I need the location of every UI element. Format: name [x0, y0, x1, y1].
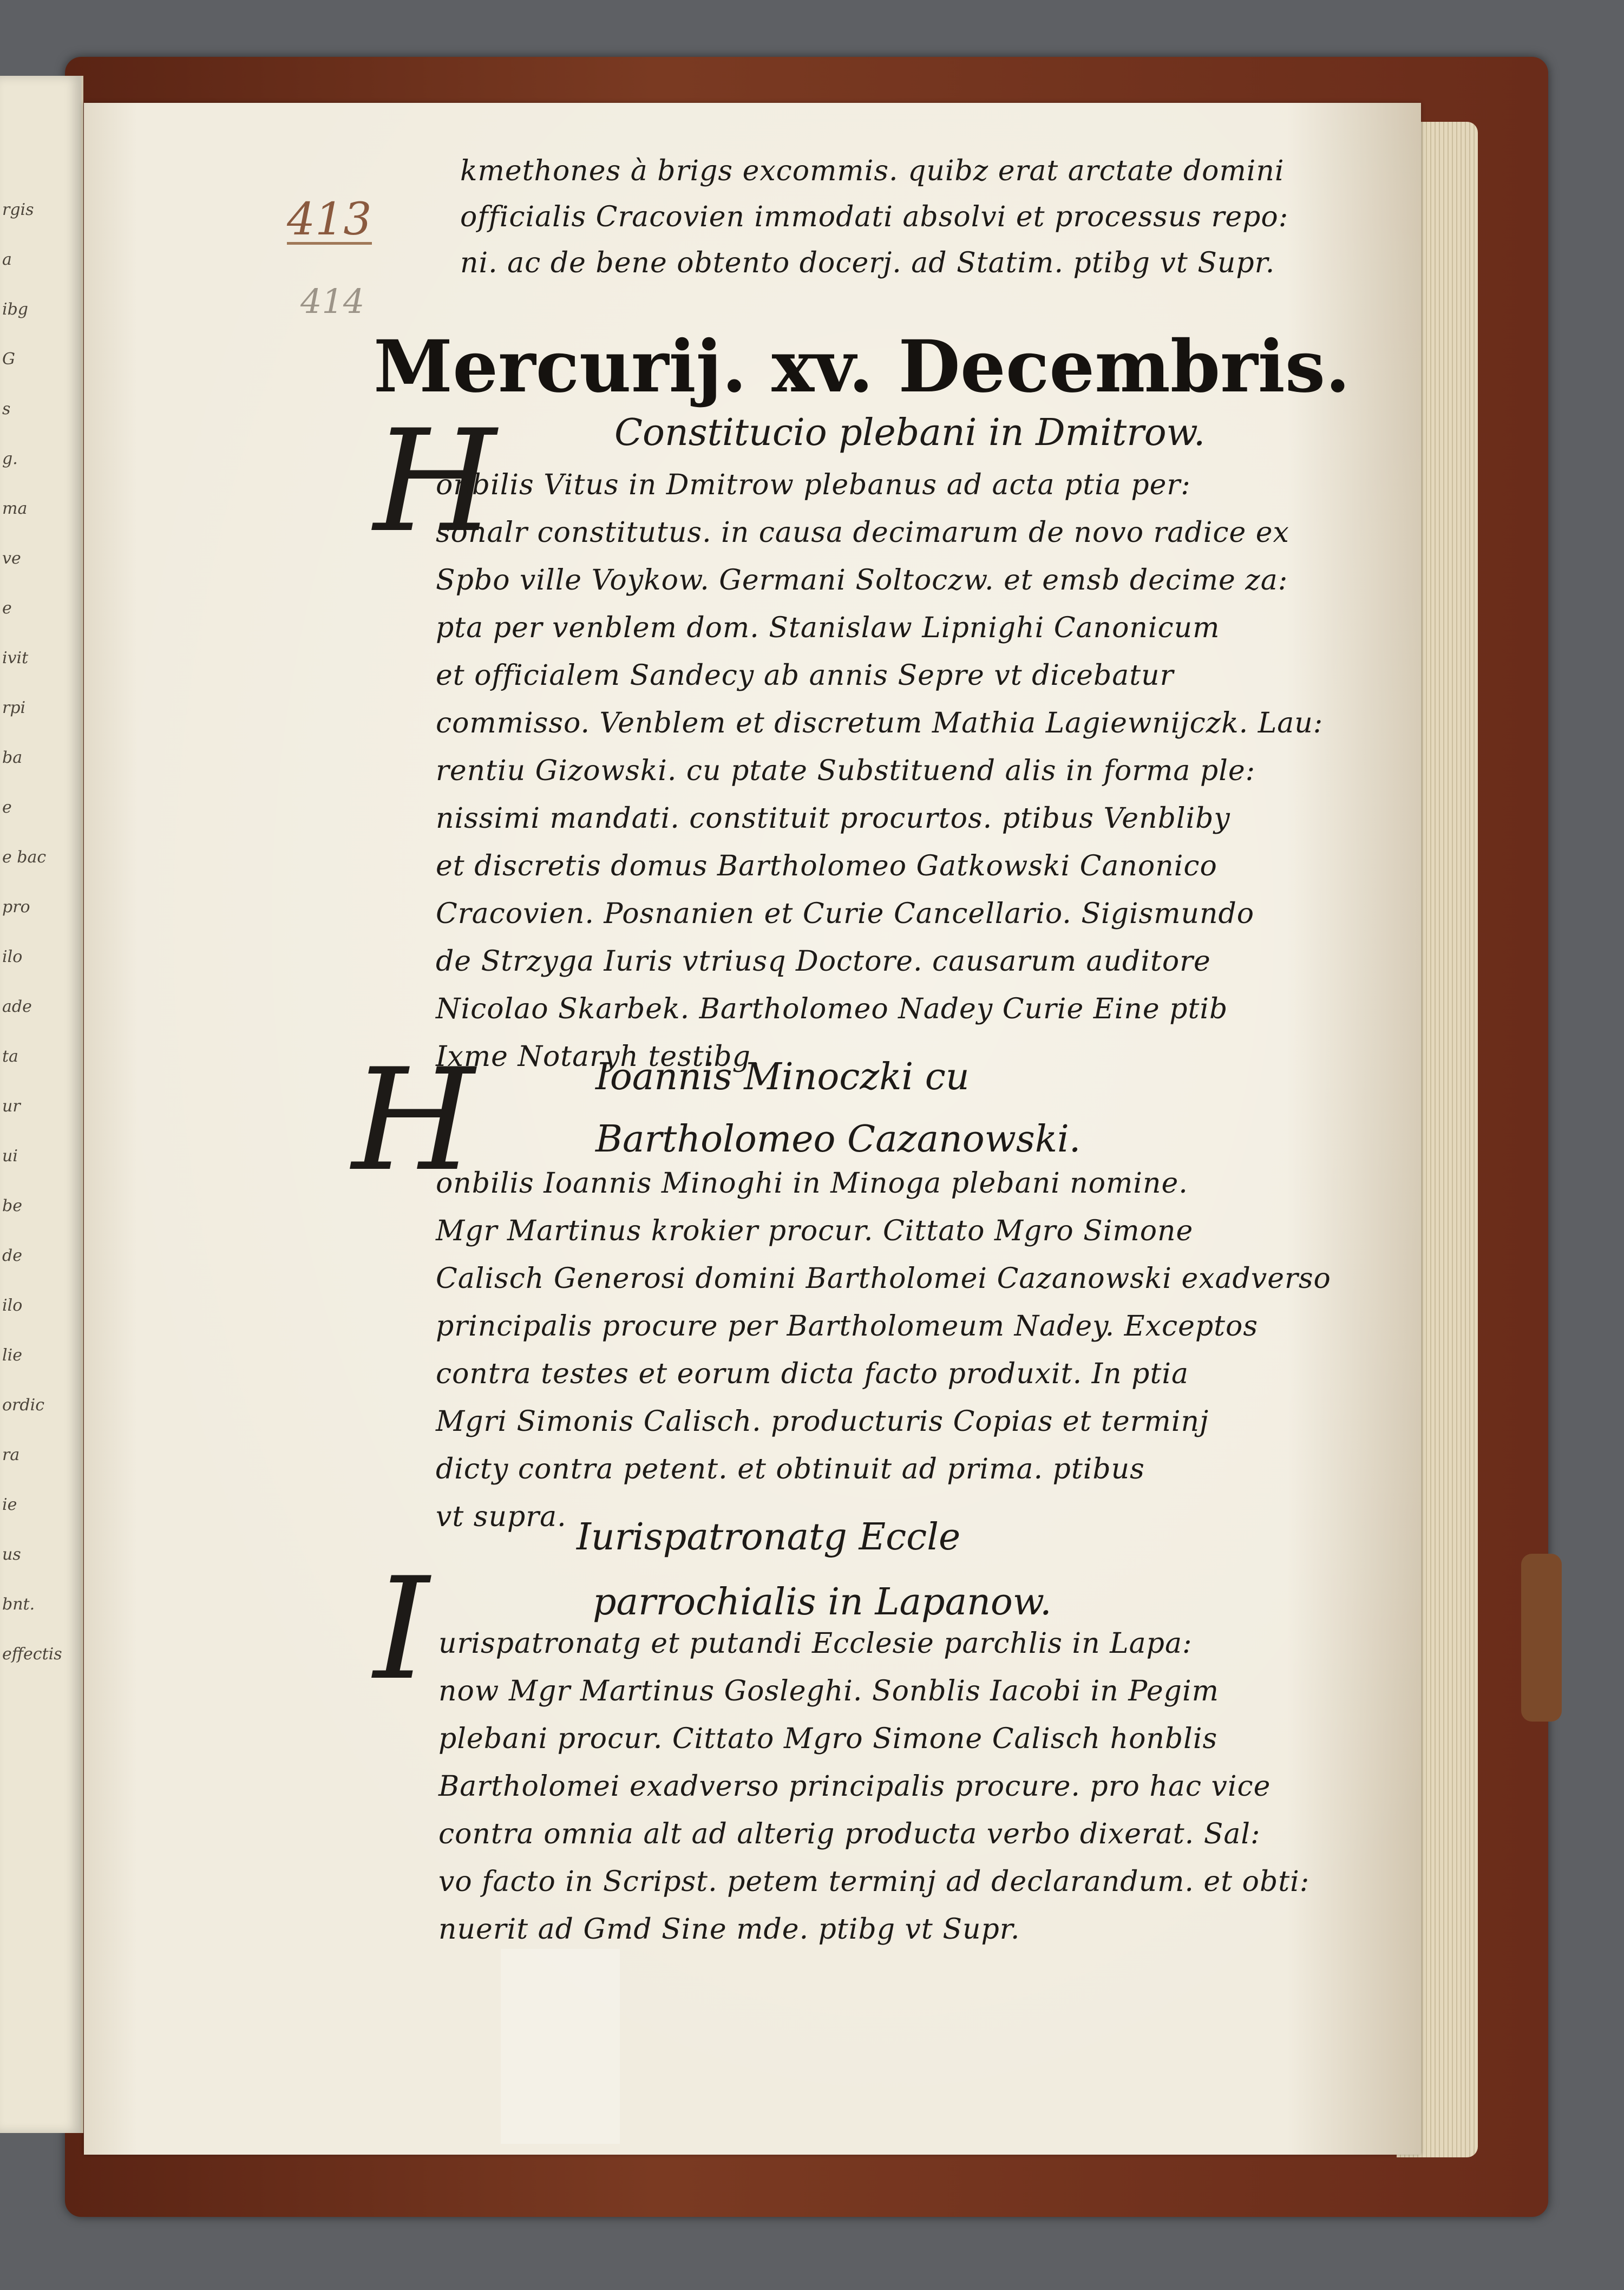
left-margin-fragment: ve: [2, 549, 21, 568]
entry-line: pta per venblem dom. Stanislaw Lipnighi Canonicum: [436, 612, 1220, 644]
entry-line: de Strzyga Iuris vtriusq Doctore. causarum auditore: [436, 945, 1211, 978]
left-margin-fragment: be: [2, 1196, 22, 1215]
left-margin-fragment: s: [2, 400, 11, 418]
entry-line: onbilis Vitus in Dmitrow plebanus ad acta ptia per:: [436, 469, 1191, 501]
left-margin-fragment: e: [2, 798, 12, 817]
entry-line: sonalr constitutus. in causa decimarum de novo radice ex: [436, 516, 1289, 549]
left-margin-fragment: ilo: [2, 1296, 23, 1315]
entry-line: et officialem Sandecy ab annis Sepre vt dicebatur: [436, 659, 1174, 692]
left-margin-fragment: pro: [2, 898, 30, 917]
top-line: kmethones à brigs excommis. quibz erat arctate domini: [460, 155, 1285, 187]
left-margin-fragment: bnt.: [2, 1595, 35, 1614]
entry-line: Spbo ville Voykow. Germani Soltoczw. et emsb decime za:: [436, 564, 1288, 597]
left-page: [0, 76, 83, 2133]
old-folio-number: 414: [300, 282, 365, 321]
left-margin-fragment: de: [2, 1246, 22, 1265]
left-margin-fragment: e: [2, 599, 12, 618]
entry-line: Ixme Notaryh testibg.: [436, 1041, 761, 1073]
entry-line: principalis procure per Bartholomeum Nadey. Exceptos: [436, 1310, 1259, 1343]
entry-line: Cracovien. Posnanien et Curie Cancellario. Sigismundo: [436, 898, 1255, 930]
left-margin-fragment: ra: [2, 1445, 20, 1464]
cover-damage: [1521, 1554, 1562, 1722]
entry-title-line: Bartholomeo Cazanowski.: [595, 1118, 1081, 1161]
paper-repair-patch: [501, 1949, 620, 2144]
entry-line: nuerit ad Gmd Sine mde. ptibg vt Supr.: [438, 1913, 1020, 1946]
entry-line: plebani procur. Cittato Mgro Simone Calisch honblis: [438, 1723, 1218, 1755]
left-margin-fragment: effectis: [2, 1645, 62, 1664]
entry-line: urispatronatg et putandi Ecclesie parchlis in Lapa:: [438, 1627, 1193, 1660]
left-margin-fragment: ibg: [2, 300, 29, 319]
left-margin-fragment: e bac: [2, 848, 47, 867]
top-line: ni. ac de bene obtento docerj. ad Statim. ptibg vt Supr.: [460, 247, 1275, 279]
left-margin-fragment: lie: [2, 1346, 22, 1365]
decorated-initial: H: [374, 400, 496, 564]
entry-line: vt supra.: [436, 1501, 567, 1533]
folio-number: 413: [287, 194, 372, 245]
entry-line: nissimi mandati. constituit procurtos. ptibus Venbliby: [436, 802, 1230, 835]
left-margin-fragment: ivit: [2, 649, 29, 668]
left-margin-fragment: ade: [2, 997, 32, 1016]
left-margin-fragment: ta: [2, 1047, 18, 1066]
entry-line: Mgr Martinus krokier procur. Cittato Mgro Simone: [436, 1215, 1194, 1247]
entry-line: et discretis domus Bartholomeo Gatkowski Canonico: [436, 850, 1217, 882]
entry-line: Calisch Generosi domini Bartholomei Cazanowski exadverso: [436, 1262, 1331, 1295]
entry-line: now Mgr Martinus Gosleghi. Sonblis Iacobi in Pegim: [438, 1675, 1219, 1707]
entry-line: contra omnia alt ad alterig producta verbo dixerat. Sal:: [438, 1818, 1261, 1850]
entry-line: contra testes et eorum dicta facto produxit. In ptia: [436, 1358, 1189, 1390]
entry-line: Bartholomei exadverso principalis procure. pro hac vice: [438, 1770, 1271, 1803]
left-margin-fragment: ma: [2, 499, 28, 518]
left-margin-fragment: ur: [2, 1097, 21, 1116]
entry-line: vo facto in Scripst. petem terminj ad declarandum. et obti:: [438, 1866, 1310, 1898]
left-margin-fragment: ilo: [2, 947, 23, 966]
left-margin-fragment: ba: [2, 748, 23, 767]
entry-line: commisso. Venblem et discretum Mathia Lagiewnijczk. Lau:: [436, 707, 1324, 740]
entry-title-line: Ioannis Minoczki cu: [595, 1056, 970, 1098]
left-margin-fragment: g.: [2, 449, 18, 468]
left-margin-fragment: rgis: [2, 200, 34, 219]
entry-line: Mgri Simonis Calisch. producturis Copias et terminj: [436, 1405, 1209, 1438]
left-margin-fragment: ie: [2, 1495, 17, 1514]
entry-line: onbilis Ioannis Minoghi in Minoga plebani nomine.: [436, 1167, 1188, 1200]
entry-line: dicty contra petent. et obtinuit ad prima. ptibus: [436, 1453, 1145, 1486]
entry-title-line: parrochialis in Lapanow.: [593, 1581, 1052, 1624]
top-line: officialis Cracovien immodati absolvi et processus repo:: [460, 201, 1289, 233]
entry-line: Nicolao Skarbek. Bartholomeo Nadey Curie Eine ptib: [436, 993, 1228, 1025]
entry-title: Constitucio plebani in Dmitrow.: [614, 411, 1206, 454]
left-margin-fragment: rpi: [2, 698, 26, 717]
left-margin-fragment: G: [2, 350, 15, 369]
date-heading: Mercurij. xv. Decembris.: [374, 325, 1351, 409]
entry-line: rentiu Gizowski. cu ptate Substituend alis in forma ple:: [436, 755, 1256, 787]
decorated-initial: I: [374, 1548, 429, 1711]
left-margin-fragment: ordic: [2, 1396, 45, 1415]
left-margin-fragment: us: [2, 1545, 21, 1564]
decorated-initial: H: [352, 1039, 475, 1202]
entry-title-line: Iurispatronatg Eccle: [577, 1516, 961, 1559]
left-margin-fragment: ui: [2, 1147, 18, 1166]
left-margin-fragment: a: [2, 250, 12, 269]
